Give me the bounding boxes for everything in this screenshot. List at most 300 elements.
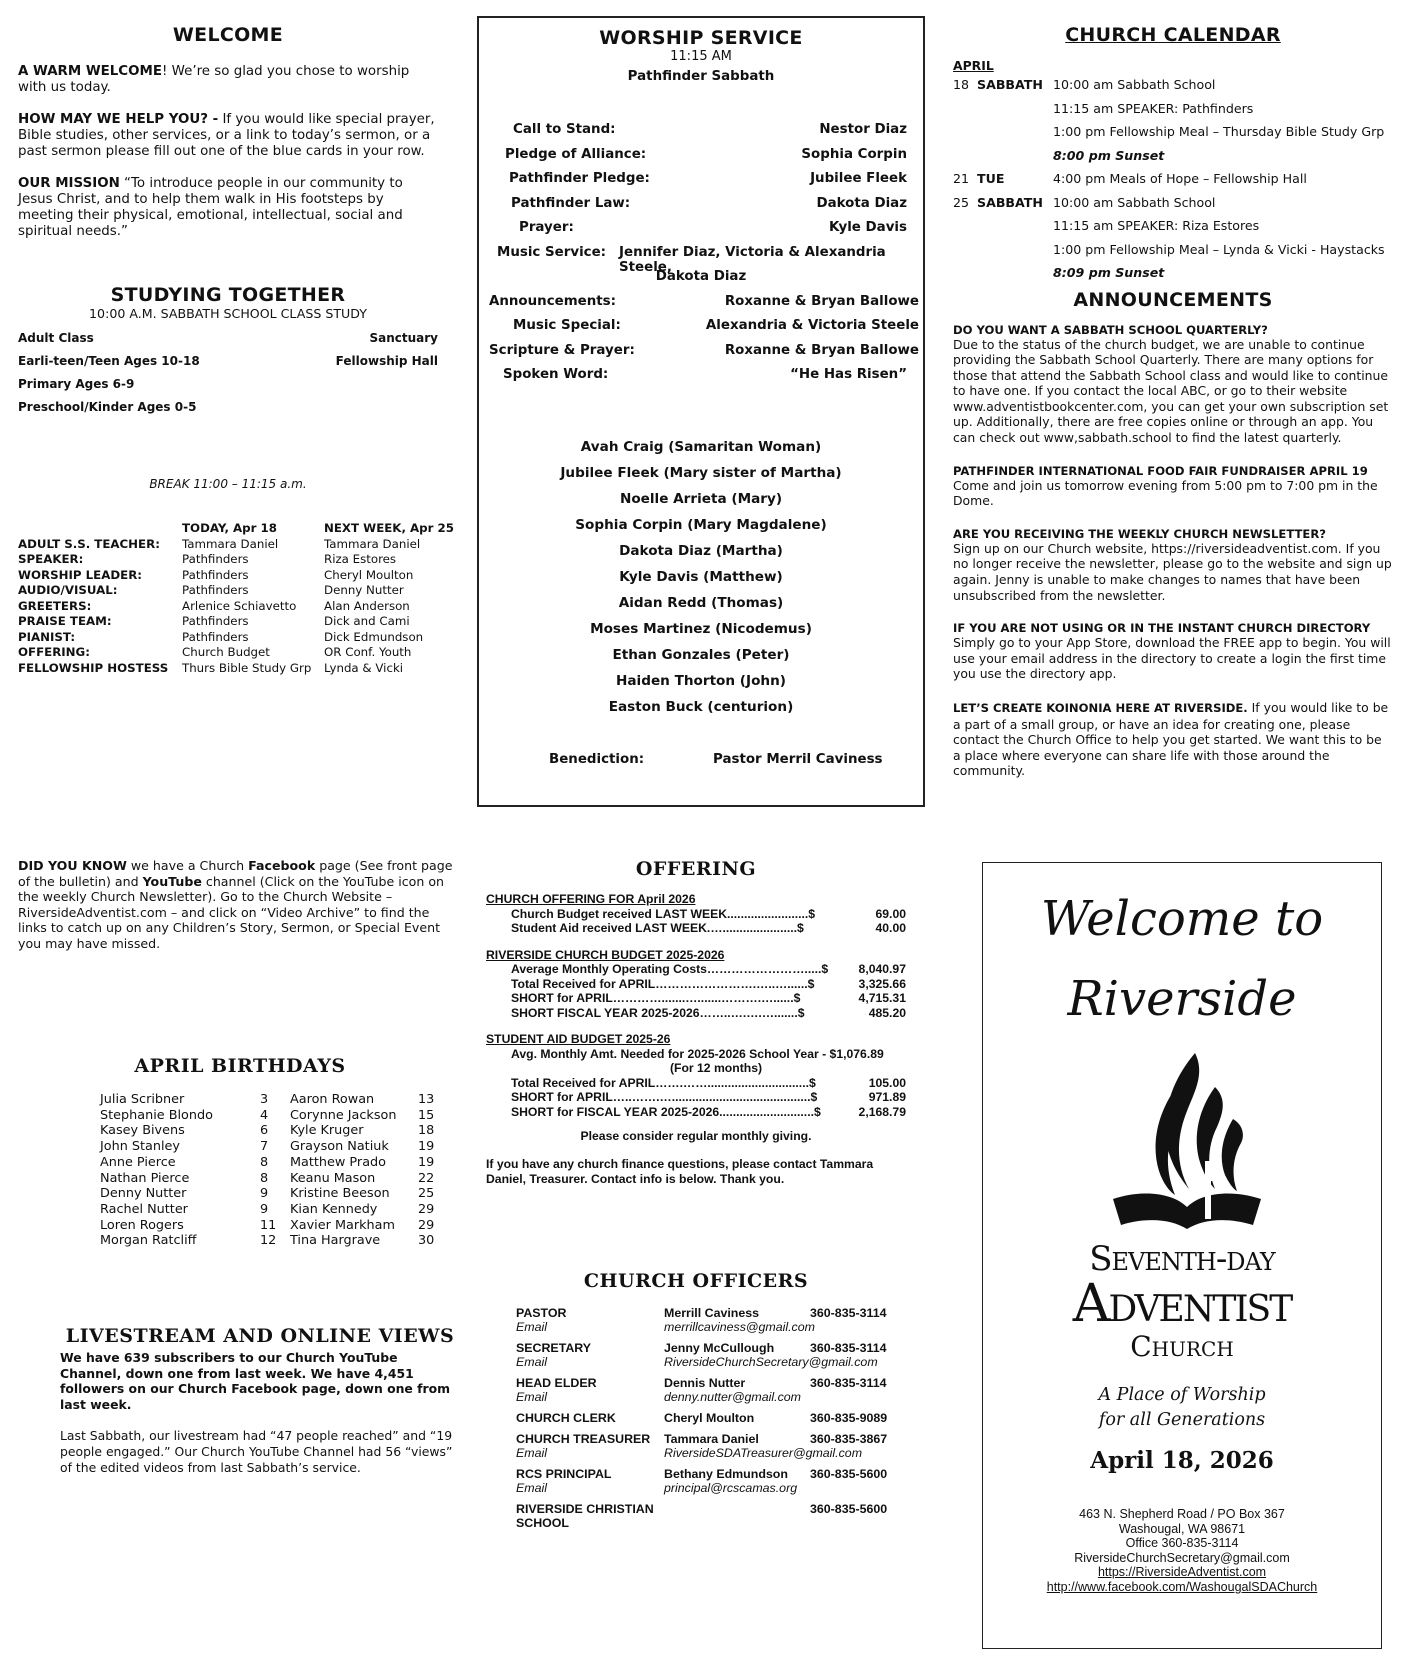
finance-questions: If you have any church finance questions, please contact Tammara Daniel, Treasurer. Contact info is below. Thank you.	[486, 1157, 874, 1186]
break-time: BREAK 11:00 – 11:15 a.m.	[149, 477, 307, 491]
duty-row	[18, 630, 438, 646]
calendar-event: 10:00 am Sabbath School	[1053, 77, 1216, 93]
calendar-event: 10:00 am Sabbath School	[1053, 194, 1216, 210]
koinonia-heading: LET’S CREATE KOINONIA HERE AT RIVERSIDE.	[953, 701, 1248, 715]
officer-name: Cheryl Moulton	[664, 1411, 755, 1425]
duty-row	[18, 599, 438, 615]
birthday-day: 19	[418, 1154, 435, 1170]
duty-today: Pathfinders	[182, 614, 249, 628]
officers-title: CHURCH OFFICERS	[583, 1270, 809, 1292]
birthdays-list	[100, 1092, 435, 1249]
cast-member: Aidan Redd (Thomas)	[618, 595, 784, 611]
dyk-bold-1: DID YOU KNOW	[18, 858, 127, 873]
offering-amount: 8,040.97	[858, 962, 906, 976]
service-item-name: Dakota Diaz	[655, 269, 747, 284]
officer-phone: 360-835-9089	[810, 1411, 888, 1425]
offering-row	[486, 1006, 906, 1021]
birthday-name: Kristine Beeson	[290, 1186, 390, 1202]
mission-text: “To introduce people in our community to Jesus Christ, and to help them walk in His footsteps by meeting their physical, emotional, intellectual, social and spiritual needs.”	[18, 176, 403, 239]
officer-phone: 360-835-5600	[810, 1467, 888, 1481]
offering-amount: 69.00	[875, 906, 906, 921]
student-aid-note-2: (For 12 months)	[669, 1061, 763, 1075]
email-label: Email	[516, 1481, 547, 1495]
benediction-name: Pastor Merril Caviness	[713, 752, 883, 767]
duty-header	[18, 521, 454, 537]
birthday-day: 30	[418, 1233, 435, 1249]
offering-row	[486, 1076, 906, 1091]
offering-section-2	[486, 962, 906, 1020]
birthday-name: Xavier Markham	[290, 1217, 395, 1233]
calendar-entry	[953, 120, 1393, 144]
birthday-name: Loren Rogers	[100, 1217, 184, 1233]
cast-list	[479, 434, 923, 720]
class-row	[18, 377, 438, 400]
birthday-name: Kyle Kruger	[290, 1123, 364, 1139]
duty-row	[18, 661, 438, 677]
contact-info	[983, 1507, 1381, 1595]
officer-entry	[516, 1376, 916, 1404]
duty-today: Pathfinders	[182, 567, 249, 582]
service-item-label: Announcements:	[489, 293, 617, 309]
birthday-name: Kian Kennedy	[290, 1201, 378, 1217]
cast-member: Jubilee Fleek (Mary sister of Martha)	[560, 465, 842, 481]
duty-row	[18, 568, 438, 584]
duty-role: GREETERS:	[18, 598, 92, 613]
logo-line-2: Adventist	[1072, 1274, 1292, 1334]
duty-today: Tammara Daniel	[182, 536, 279, 551]
service-item-label: Scripture & Prayer:	[489, 342, 635, 358]
birthday-name: Morgan Ratcliff	[100, 1233, 197, 1249]
class-location: Fellowship Hall	[335, 354, 438, 368]
offering-amount: 2,168.79	[858, 1104, 906, 1119]
bulletin-date: April 18, 2026	[1090, 1447, 1274, 1474]
birthday-day: 9	[260, 1186, 269, 1202]
officer-email-row	[516, 1320, 916, 1334]
service-item-name: Jennifer Diaz, Victoria & Alexandria Steele,	[619, 244, 886, 275]
officer-entry	[516, 1432, 916, 1460]
officer-phone: 360-835-5600	[810, 1502, 888, 1516]
birthday-day: 29	[418, 1201, 435, 1217]
worship-time: 11:15 AM	[670, 49, 732, 64]
calendar-weekday: SABBATH	[977, 77, 1043, 93]
tagline-line-2: for all Generations	[1098, 1410, 1266, 1430]
offering-section-1-title: CHURCH OFFERING FOR April 2026	[486, 892, 696, 906]
class-row	[18, 331, 438, 354]
birthday-day: 9	[260, 1201, 269, 1217]
service-item-name: Nestor Diaz	[819, 122, 907, 137]
offering-label: SHORT for FISCAL YEAR 2025-2026............................$	[511, 1104, 821, 1119]
cover-welcome-line-2: Riverside	[1067, 971, 1297, 1027]
service-item-name: Jubilee Fleek	[810, 171, 907, 186]
office-phone: Office 360-835-3114	[1125, 1536, 1239, 1551]
officer-row	[516, 1502, 916, 1530]
class-row	[18, 400, 438, 423]
announcement-heading: DO YOU WANT A SABBATH SCHOOL QUARTERLY?	[953, 322, 1268, 337]
duty-next: Cheryl Moulton	[324, 567, 414, 582]
officer-name: Tammara Daniel	[664, 1432, 759, 1446]
tagline	[983, 1383, 1381, 1433]
facebook-link[interactable]: http://www.facebook.com/WashougalSDAChurch	[1046, 1579, 1318, 1594]
koinonia-paragraph	[953, 700, 1393, 779]
offering-row	[486, 1090, 906, 1105]
officer-email-row	[516, 1390, 916, 1404]
class-name: Primary Ages 6-9	[18, 377, 135, 391]
student-aid-note: Avg. Monthly Amt. Needed for 2025-2026 School Year - $1,076.89	[511, 1046, 884, 1061]
birthday-day: 18	[418, 1123, 435, 1139]
offering-amount: 4,715.31	[858, 991, 906, 1005]
service-item-label: Prayer:	[519, 220, 574, 235]
welcome-panel	[18, 24, 454, 676]
offering-row	[486, 1105, 906, 1120]
did-you-know-text	[18, 858, 458, 952]
calendar-entry	[953, 144, 1393, 168]
dyk-text-2: page (See front page of the bulletin) and	[18, 858, 453, 889]
duty-role: ADULT S.S. TEACHER:	[18, 536, 160, 551]
duty-row	[18, 583, 438, 599]
offering-section-2-title: RIVERSIDE CHURCH BUDGET 2025-2026	[486, 947, 725, 962]
birthday-name: Denny Nutter	[100, 1186, 187, 1202]
studying-title: STUDYING TOGETHER	[110, 284, 346, 306]
birthday-name: Grayson Natiuk	[290, 1139, 389, 1155]
service-item-name: Sophia Corpin	[801, 146, 907, 162]
duty-row	[18, 537, 438, 553]
offering-label: SHORT for APRIL………….......….......……….…......$	[511, 991, 801, 1005]
welcome-bold: A WARM WELCOME	[18, 64, 162, 79]
birthday-name: Kasey Bivens	[100, 1123, 185, 1139]
birthday-name: Aaron Rowan	[290, 1092, 375, 1107]
offering-amount: 3,325.66	[858, 976, 906, 991]
officer-role: HEAD ELDER	[516, 1376, 597, 1390]
offering-label: Total Received for APRIL…….……..............................$	[511, 1075, 816, 1090]
officer-row	[516, 1341, 916, 1355]
calendar-panel	[953, 24, 1393, 779]
help-text: If you would like special prayer, Bible studies, other services, or a link to today’s sermon, or a past sermon please fill out one of the blue cards in your row.	[18, 112, 435, 159]
officer-email[interactable]: RiversideChurchSecretary@gmail.com	[664, 1355, 878, 1369]
calendar-entry	[953, 191, 1393, 215]
offering-amount: 971.89	[868, 1090, 906, 1104]
cover-welcome-line-1: Welcome to	[1040, 891, 1324, 947]
office-email: RiversideChurchSecretary@gmail.com	[1074, 1550, 1290, 1565]
help-bold: HOW MAY WE HELP YOU? -	[18, 112, 219, 127]
duty-today: Pathfinders	[182, 552, 249, 566]
calendar-event: 8:09 pm Sunset	[1053, 265, 1165, 281]
announcements-list	[953, 323, 1393, 683]
offering-row	[486, 921, 906, 936]
offering-section-3-title: STUDENT AID BUDGET 2025-26	[486, 1032, 671, 1046]
birthdays-title: APRIL BIRTHDAYS	[134, 1055, 346, 1077]
officer-email-row	[516, 1446, 916, 1460]
class-name: Preschool/Kinder Ages 0-5	[18, 400, 197, 414]
email-label: Email	[516, 1446, 547, 1460]
welcome-title: WELCOME	[172, 24, 284, 46]
livestream-bold: We have 639 subscribers to our Church YouTube Channel, down one from last week. We have 4,451 followers on our Church Facebook page, down one from last week.	[60, 1350, 451, 1412]
announcement-body: Due to the status of the church budget, we are unable to continue providing the Sabbath School Quarterly. There are many options for those that attend the Sabbath School class and would like to continue to have one. If you contact the local ABC, or go to their website www.adventistbookcenter.com, you can get your own subscription set up. Additionally, there are free copies online or through an app. You can check out www,sabbath.school to find the latest quarterly.	[953, 336, 1389, 446]
logo-line-1: Seventh-day	[1089, 1239, 1275, 1279]
calendar-list	[953, 73, 1393, 285]
officer-name: Bethany Edmundson	[664, 1467, 788, 1481]
officer-email[interactable]: denny.nutter@gmail.com	[664, 1390, 802, 1404]
birthday-name: Matthew Prado	[290, 1154, 386, 1170]
birthday-day: 8	[260, 1154, 269, 1170]
offering-section-1	[486, 907, 906, 936]
welcome-paragraph	[18, 64, 438, 96]
calendar-event: 8:00 pm Sunset	[1053, 147, 1165, 163]
officer-email[interactable]: RiversideSDATreasurer@gmail.com	[664, 1446, 863, 1460]
dyk-text-3: channel (Click on the YouTube icon on the weekly Church Newsletter). Go to the Church Website – RiversideAdventist.com – and click on “Video Archive” to find the links to catch up on any Children’s Story, Sermon, or Special Event you may have missed.	[18, 873, 445, 951]
website-link[interactable]: https://RiversideAdventist.com	[1097, 1565, 1267, 1580]
koinonia-text: If you would like to be a part of a small group, or have an idea for creating one, please contact the Church Office to help you get started. We want this to be a place where everyone can share life with those around the community.	[953, 700, 1389, 779]
cast-member: Noelle Arrieta (Mary)	[619, 491, 783, 507]
city-line: Washougal, WA 98671	[1118, 1521, 1246, 1536]
officer-role: RIVERSIDE CHRISTIAN SCHOOL	[516, 1502, 654, 1530]
logo-line-3: Church	[1130, 1330, 1234, 1363]
announcement-body: Sign up on our Church website, https://riversideadventist.com. If you no longer receive the newsletter, please go to the website and sign up again. Jenny is unable to make changes to names that have been unsubscribed from the newsletter.	[953, 540, 1392, 603]
calendar-event: 1:00 pm Fellowship Meal – Thursday Bible Study Grp	[1053, 124, 1385, 140]
offering-report	[486, 892, 906, 1187]
worship-subtitle: Pathfinder Sabbath	[627, 69, 775, 84]
address-line: 463 N. Shepherd Road / PO Box 367	[1079, 1507, 1285, 1521]
sabbath-school-classes	[18, 331, 438, 423]
service-item-label: Pathfinder Pledge:	[509, 171, 650, 186]
birthday-name: Corynne Jackson	[290, 1107, 397, 1123]
benediction-label: Benediction:	[549, 752, 645, 767]
officer-row	[516, 1411, 916, 1425]
cast-member: Avah Craig (Samaritan Woman)	[580, 439, 822, 455]
calendar-event: 1:00 pm Fellowship Meal – Lynda & Vicki - Haystacks	[1053, 241, 1385, 257]
duty-today: Thurs Bible Study Grp	[182, 660, 312, 675]
birthday-day: 25	[418, 1186, 435, 1202]
cast-member: Haiden Thorton (John)	[616, 673, 786, 689]
birthday-day: 22	[418, 1170, 435, 1186]
giving-note: Please consider regular monthly giving.	[580, 1129, 812, 1143]
officer-role: CHURCH TREASURER	[516, 1432, 651, 1446]
offering-label: SHORT for APRIL…..…….….........................................$	[511, 1090, 818, 1104]
birthday-day: 15	[418, 1107, 435, 1123]
email-label: Email	[516, 1320, 547, 1334]
adventist-flame-logo-icon	[1103, 1049, 1271, 1239]
cast-member: Kyle Davis (Matthew)	[619, 569, 783, 585]
worship-title: WORSHIP SERVICE	[599, 27, 803, 49]
service-item-name: Alexandria & Victoria Steele	[705, 318, 919, 333]
livestream-body: Last Sabbath, our livestream had “47 people reached” and “19 people engaged.” Our Church YouTube Channel had 56 “views” of the edited videos from last Sabbath’s service.	[60, 1428, 453, 1475]
calendar-event: 11:15 am SPEAKER: Pathfinders	[1053, 100, 1254, 116]
officer-phone: 360-835-3114	[810, 1306, 887, 1320]
class-name: Earli-teen/Teen Ages 10-18	[18, 354, 200, 368]
calendar-event: 11:15 am SPEAKER: Riza Estores	[1053, 218, 1260, 234]
officer-email-row	[516, 1355, 916, 1369]
mission-bold: OUR MISSION	[18, 176, 120, 191]
officer-role: PASTOR	[516, 1306, 567, 1320]
officer-row	[516, 1467, 916, 1481]
officer-email-row	[516, 1481, 916, 1495]
officer-entry	[516, 1341, 916, 1369]
calendar-day: 21	[953, 171, 970, 187]
help-paragraph	[18, 112, 438, 160]
duty-next: Dick and Cami	[324, 614, 410, 628]
offering-amount: 40.00	[875, 921, 906, 935]
officer-name	[664, 1502, 810, 1530]
officers-table	[516, 1306, 916, 1537]
announcement-heading: ARE YOU RECEIVING THE WEEKLY CHURCH NEWSLETTER?	[953, 526, 1326, 541]
calendar-event: 4:00 pm Meals of Hope – Fellowship Hall	[1053, 171, 1307, 187]
offering-title: OFFERING	[635, 858, 757, 880]
officer-entry	[516, 1306, 916, 1334]
duty-next: Denny Nutter	[324, 583, 404, 597]
calendar-title: CHURCH CALENDAR	[1065, 24, 1281, 46]
duty-role: SPEAKER:	[18, 552, 84, 566]
service-item-label: Spoken Word:	[503, 367, 609, 382]
birthday-name: Tina Hargrave	[290, 1233, 381, 1249]
calendar-entry	[953, 214, 1393, 238]
duty-today: Pathfinders	[182, 583, 249, 597]
cast-member: Dakota Diaz (Martha)	[619, 543, 783, 559]
offering-row	[486, 977, 906, 992]
dyk-bold-3: YouTube	[142, 873, 202, 889]
cast-member: Easton Buck (centurion)	[608, 699, 794, 715]
duty-col-today: TODAY, Apr 18	[182, 521, 277, 535]
offering-section-3	[486, 1076, 906, 1120]
cover-panel	[982, 862, 1382, 1649]
duty-next: Riza Estores	[324, 552, 397, 566]
birthday-name: John Stanley	[100, 1139, 180, 1155]
officer-row	[516, 1306, 916, 1320]
birthday-name: Stephanie Blondo	[100, 1107, 213, 1123]
duty-next: Dick Edmundson	[324, 629, 424, 644]
birthday-day: 29	[418, 1217, 435, 1233]
officer-role: RCS PRINCIPAL	[516, 1467, 612, 1481]
class-location: Sanctuary	[369, 331, 438, 345]
duty-row	[18, 614, 438, 630]
officer-phone: 360-835-3114	[810, 1341, 887, 1355]
officer-entry	[516, 1467, 916, 1495]
cast-member: Sophia Corpin (Mary Magdalene)	[575, 517, 827, 533]
welcome-text: ! We’re so glad you chose to worship with us today.	[18, 64, 410, 95]
mission-paragraph	[18, 176, 438, 240]
duty-table	[18, 537, 438, 677]
duty-role: WORSHIP LEADER:	[18, 567, 142, 582]
officer-phone: 360-835-3867	[810, 1432, 888, 1446]
email-label: Email	[516, 1355, 547, 1369]
class-row	[18, 354, 438, 377]
duty-today: Church Budget	[182, 645, 270, 659]
officer-role: SECRETARY	[516, 1341, 592, 1355]
offering-label: SHORT FISCAL YEAR 2025-2026……..….….….......$	[511, 1005, 805, 1020]
duty-next: Alan Anderson	[324, 598, 410, 613]
duty-role: AUDIO/VISUAL:	[18, 583, 118, 597]
birthday-name: Rachel Nutter	[100, 1201, 188, 1217]
birthday-name: Nathan Pierce	[100, 1170, 190, 1186]
duty-next: Tammara Daniel	[324, 536, 421, 551]
offering-amount: 105.00	[868, 1075, 906, 1090]
calendar-entry	[953, 97, 1393, 121]
announcement-body: Come and join us tomorrow evening from 5:00 pm to 7:00 pm in the Dome.	[953, 477, 1378, 509]
offering-label: Average Monthly Operating Costs…………………….....$	[511, 962, 829, 976]
birthday-day: 12	[260, 1233, 277, 1249]
calendar-day: 25	[953, 194, 970, 210]
offering-label: Total Received for APRIL…………………….…..…......$	[511, 976, 815, 991]
birthday-day: 13	[418, 1092, 435, 1107]
livestream-text	[60, 1350, 460, 1475]
cast-member: Moses Martinez (Nicodemus)	[590, 621, 812, 637]
announcement-heading: PATHFINDER INTERNATIONAL FOOD FAIR FUNDRAISER APRIL 19	[953, 463, 1368, 478]
studying-subtitle: 10:00 A.M. SABBATH SCHOOL CLASS STUDY	[89, 306, 367, 321]
did-you-know	[18, 858, 458, 952]
offering-amount: 485.20	[868, 1005, 906, 1020]
duty-row	[18, 645, 438, 661]
duty-next: OR Conf. Youth	[324, 645, 412, 659]
calendar-weekday: SABBATH	[977, 194, 1043, 210]
service-item-name: Roxanne & Bryan Ballowe	[724, 293, 919, 309]
offering-label: Student Aid received LAST WEEK.…......................$	[511, 921, 804, 935]
service-item-name: Roxanne & Bryan Ballowe	[724, 342, 919, 358]
duty-role: PIANIST:	[18, 629, 76, 644]
duty-role: PRAISE TEAM:	[18, 614, 112, 628]
calendar-entry	[953, 73, 1393, 97]
offering-row	[486, 907, 906, 922]
calendar-day: 18	[953, 77, 970, 93]
offering-row	[486, 962, 906, 977]
officer-row	[516, 1432, 916, 1446]
livestream-title: LIVESTREAM AND ONLINE VIEWS	[65, 1325, 455, 1347]
birthday-name: Julia Scribner	[100, 1092, 185, 1107]
officer-entry	[516, 1502, 916, 1530]
service-item-label: Music Special:	[513, 318, 621, 333]
calendar-entry	[953, 238, 1393, 262]
duty-today: Pathfinders	[182, 629, 249, 644]
service-item-name: Kyle Davis	[828, 220, 907, 235]
calendar-entry	[953, 167, 1393, 191]
officer-email[interactable]: merrillcaviness@gmail.com	[664, 1320, 815, 1334]
offering-row	[486, 991, 906, 1006]
dyk-text-1: we have a Church	[126, 858, 249, 873]
duty-today: Arlenice Schiavetto	[182, 598, 297, 613]
birthday-day: 6	[260, 1123, 269, 1139]
calendar-month: APRIL	[953, 58, 994, 73]
officer-email[interactable]: principal@rcscamas.org	[664, 1481, 798, 1495]
birthday-day: 8	[260, 1170, 269, 1186]
birthday-day: 7	[260, 1139, 269, 1155]
service-item-label: Call to Stand:	[513, 122, 616, 137]
officer-name: Dennis Nutter	[664, 1376, 746, 1390]
officer-row	[516, 1376, 916, 1390]
cast-member: Ethan Gonzales (Peter)	[612, 647, 790, 663]
duty-col-next: NEXT WEEK, Apr 25	[324, 521, 454, 535]
announcement-heading: IF YOU ARE NOT USING OR IN THE INSTANT CHURCH DIRECTORY	[953, 621, 1371, 636]
service-item-label: Pathfinder Law:	[511, 195, 631, 211]
birthday-day: 11	[260, 1217, 277, 1233]
announcement-body: Simply go to your App Store, download the FREE app to begin. You will use your email address in the directory to create a login the first time you use the directory app.	[953, 635, 1391, 682]
officer-entry	[516, 1411, 916, 1425]
email-label: Email	[516, 1390, 547, 1404]
birthday-day: 19	[418, 1139, 435, 1155]
officer-phone: 360-835-3114	[810, 1376, 887, 1390]
service-item-name: “He Has Risen”	[790, 367, 907, 382]
duty-role: OFFERING:	[18, 645, 90, 659]
duty-row	[18, 552, 438, 568]
duty-role: FELLOWSHIP HOSTESS	[18, 660, 169, 675]
denomination-logo	[983, 1241, 1381, 1363]
duty-next: Lynda & Vicki	[324, 660, 404, 675]
worship-service-panel	[477, 16, 925, 807]
service-item-label: Music Service:	[497, 244, 607, 260]
birthday-day: 4	[260, 1107, 269, 1123]
birthday-name: Anne Pierce	[100, 1154, 176, 1170]
officer-name: Jenny McCullough	[664, 1341, 775, 1355]
offering-label: Church Budget received LAST WEEK........................$	[511, 906, 816, 921]
announcements-title: ANNOUNCEMENTS	[1073, 288, 1273, 311]
calendar-entry	[953, 261, 1393, 285]
birthday-name: Keanu Mason	[290, 1170, 376, 1186]
